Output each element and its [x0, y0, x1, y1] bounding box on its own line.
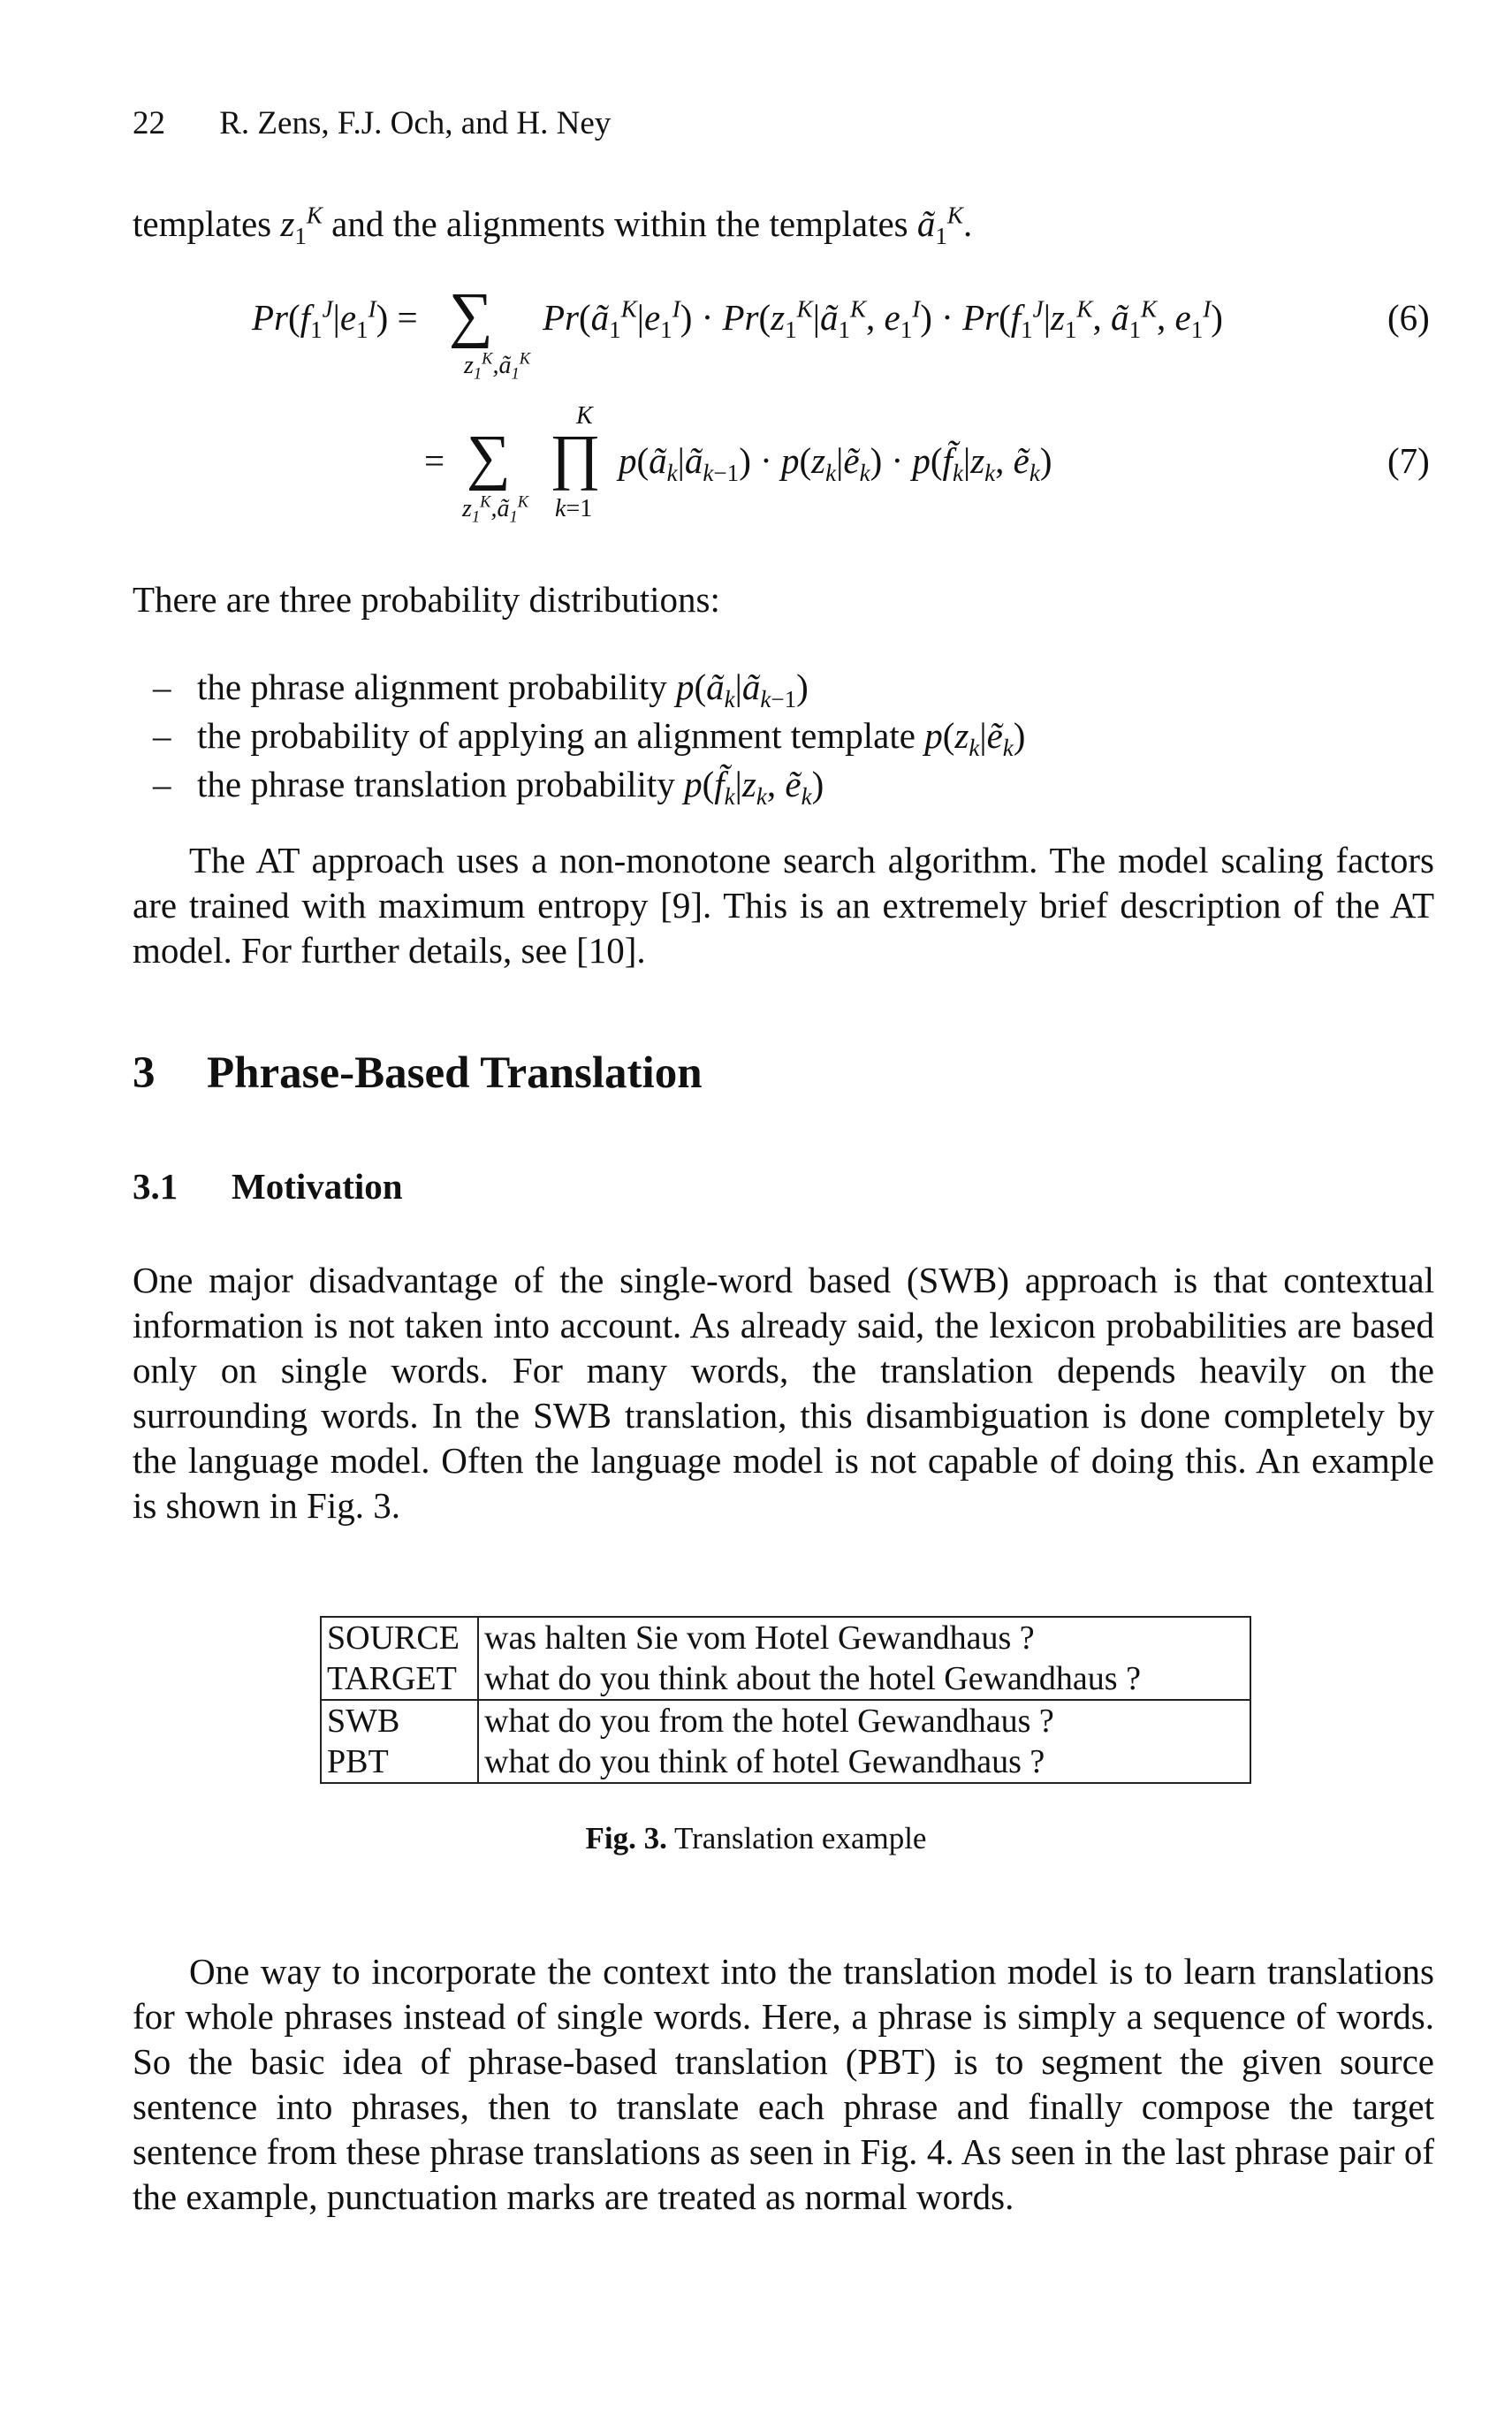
sum-symbol-7: ∑	[467, 423, 511, 491]
section-heading	[133, 1048, 703, 1099]
intro-text-b: and the alignments within the templates	[322, 203, 917, 244]
table-row	[321, 1658, 1250, 1700]
sum-subscript-7: $z_1^K,ã_1^K$	[462, 492, 529, 526]
section-title: Phrase-Based Translation	[207, 1048, 703, 1098]
subsection-number: 3.1	[133, 1166, 179, 1207]
equation-7-equals: =	[424, 440, 445, 481]
table-cell-label: TARGET	[321, 1658, 478, 1700]
intro-line: templates $z_1^K$ and the alignments within the templates $ã_1^K$.	[133, 202, 973, 250]
sum-subscript-6: $z_1^K,ã_1^K$	[464, 349, 531, 383]
equation-6-number: (6)	[1387, 297, 1430, 338]
table-cell-text: what do you from the hotel Gewandhaus ?	[478, 1700, 1250, 1741]
intro-text-a: templates	[133, 203, 281, 244]
running-authors: R. Zens, F.J. Och, and H. Ney	[219, 105, 612, 141]
table-cell-label: SOURCE	[321, 1617, 478, 1658]
list-item: – the phrase alignment probability $p(ã_k|ã_{k-1})$	[153, 667, 809, 713]
prob-intro: There are three probability distributions:	[133, 579, 720, 620]
intro-text-c: .	[962, 203, 973, 244]
table-cell-label: PBT	[321, 1741, 478, 1783]
figure-caption	[0, 1821, 1512, 1856]
list-item: – the probability of applying an alignment template $p(z_k|ẽ_k)$	[153, 715, 1026, 762]
table-row	[321, 1617, 1250, 1658]
at-paragraph: The AT approach uses a non-monotone search algorithm. The model scaling factors are trained with maximum entropy [9]. This is an extremely brief description of the AT model. For further details, see [10].	[133, 840, 1434, 971]
table-cell-text: what do you think about the hotel Gewandhaus ?	[478, 1658, 1250, 1700]
motivation-paragraph: One major disadvantage of the single-word based (SWB) approach is that contextual information is not taken into account. As already said, the lexicon probabilities are based only on single words. For many words, the translation depends heavily on the surrounding words. In the SWB translation, this disambiguation is done completely by the language model. Often the language model is not capable of doing this. An example is shown in Fig. 3.	[133, 1260, 1434, 1526]
section-number: 3	[133, 1048, 156, 1098]
caption-text: Translation example	[674, 1821, 927, 1855]
list-item: – the phrase translation probability $p(f̃_k|z_k$, ẽ$_k$)	[153, 764, 824, 811]
table-cell-label: SWB	[321, 1700, 478, 1741]
caption-label: Fig. 3.	[585, 1821, 667, 1855]
table-cell-text: was halten Sie vom Hotel Gewandhaus ?	[478, 1617, 1250, 1658]
table-cell-text: what do you think of hotel Gewandhaus ?	[478, 1741, 1250, 1783]
running-header	[133, 104, 611, 142]
equation-6-rhs: $Pr(ã_1^K|e_1^I)$ · $Pr(z_1^K|ã_1^K$, $e_1^I) \cdot Pr(f_1^J|z_1^K$, $ã_1^K$, $e_1^I$)	[543, 295, 1223, 344]
subsection-title: Motivation	[232, 1166, 403, 1207]
table-row	[321, 1700, 1250, 1741]
subsection-heading	[133, 1165, 403, 1208]
product-superscript: K	[576, 402, 593, 430]
equation-7-number: (7)	[1387, 440, 1430, 481]
product-symbol: ∏	[550, 423, 601, 491]
pbt-paragraph: One way to incorporate the context into the translation model is to learn translations for whole phrases instead of single words. Here, a phrase is simply a sequence of words. So the basic idea of phrase-based translation (PBT) is to segment the given source sentence into phrases, then to translate each phrase and finally compose the target sentence from these phrase translations as seen in Fig. 4. As seen in the last phrase pair of the example, punctuation marks are treated as normal words.	[133, 1951, 1434, 2217]
probability-list	[153, 663, 1390, 809]
table-row	[321, 1741, 1250, 1783]
equation-7-rhs: $p(ã_k|ã_{k-1})$ · $p(z_k|ẽ_k)$ · $p(f̃_k|z_k$, ẽ$_k$)	[619, 440, 1052, 487]
page-number: 22	[133, 105, 165, 141]
product-subscript: k=1	[555, 495, 593, 522]
sum-symbol-6: ∑	[449, 281, 493, 349]
equation-6-lhs: $Pr(f_1^J|e_1^I)$ =	[252, 295, 418, 344]
translation-example-table	[320, 1616, 1251, 1784]
